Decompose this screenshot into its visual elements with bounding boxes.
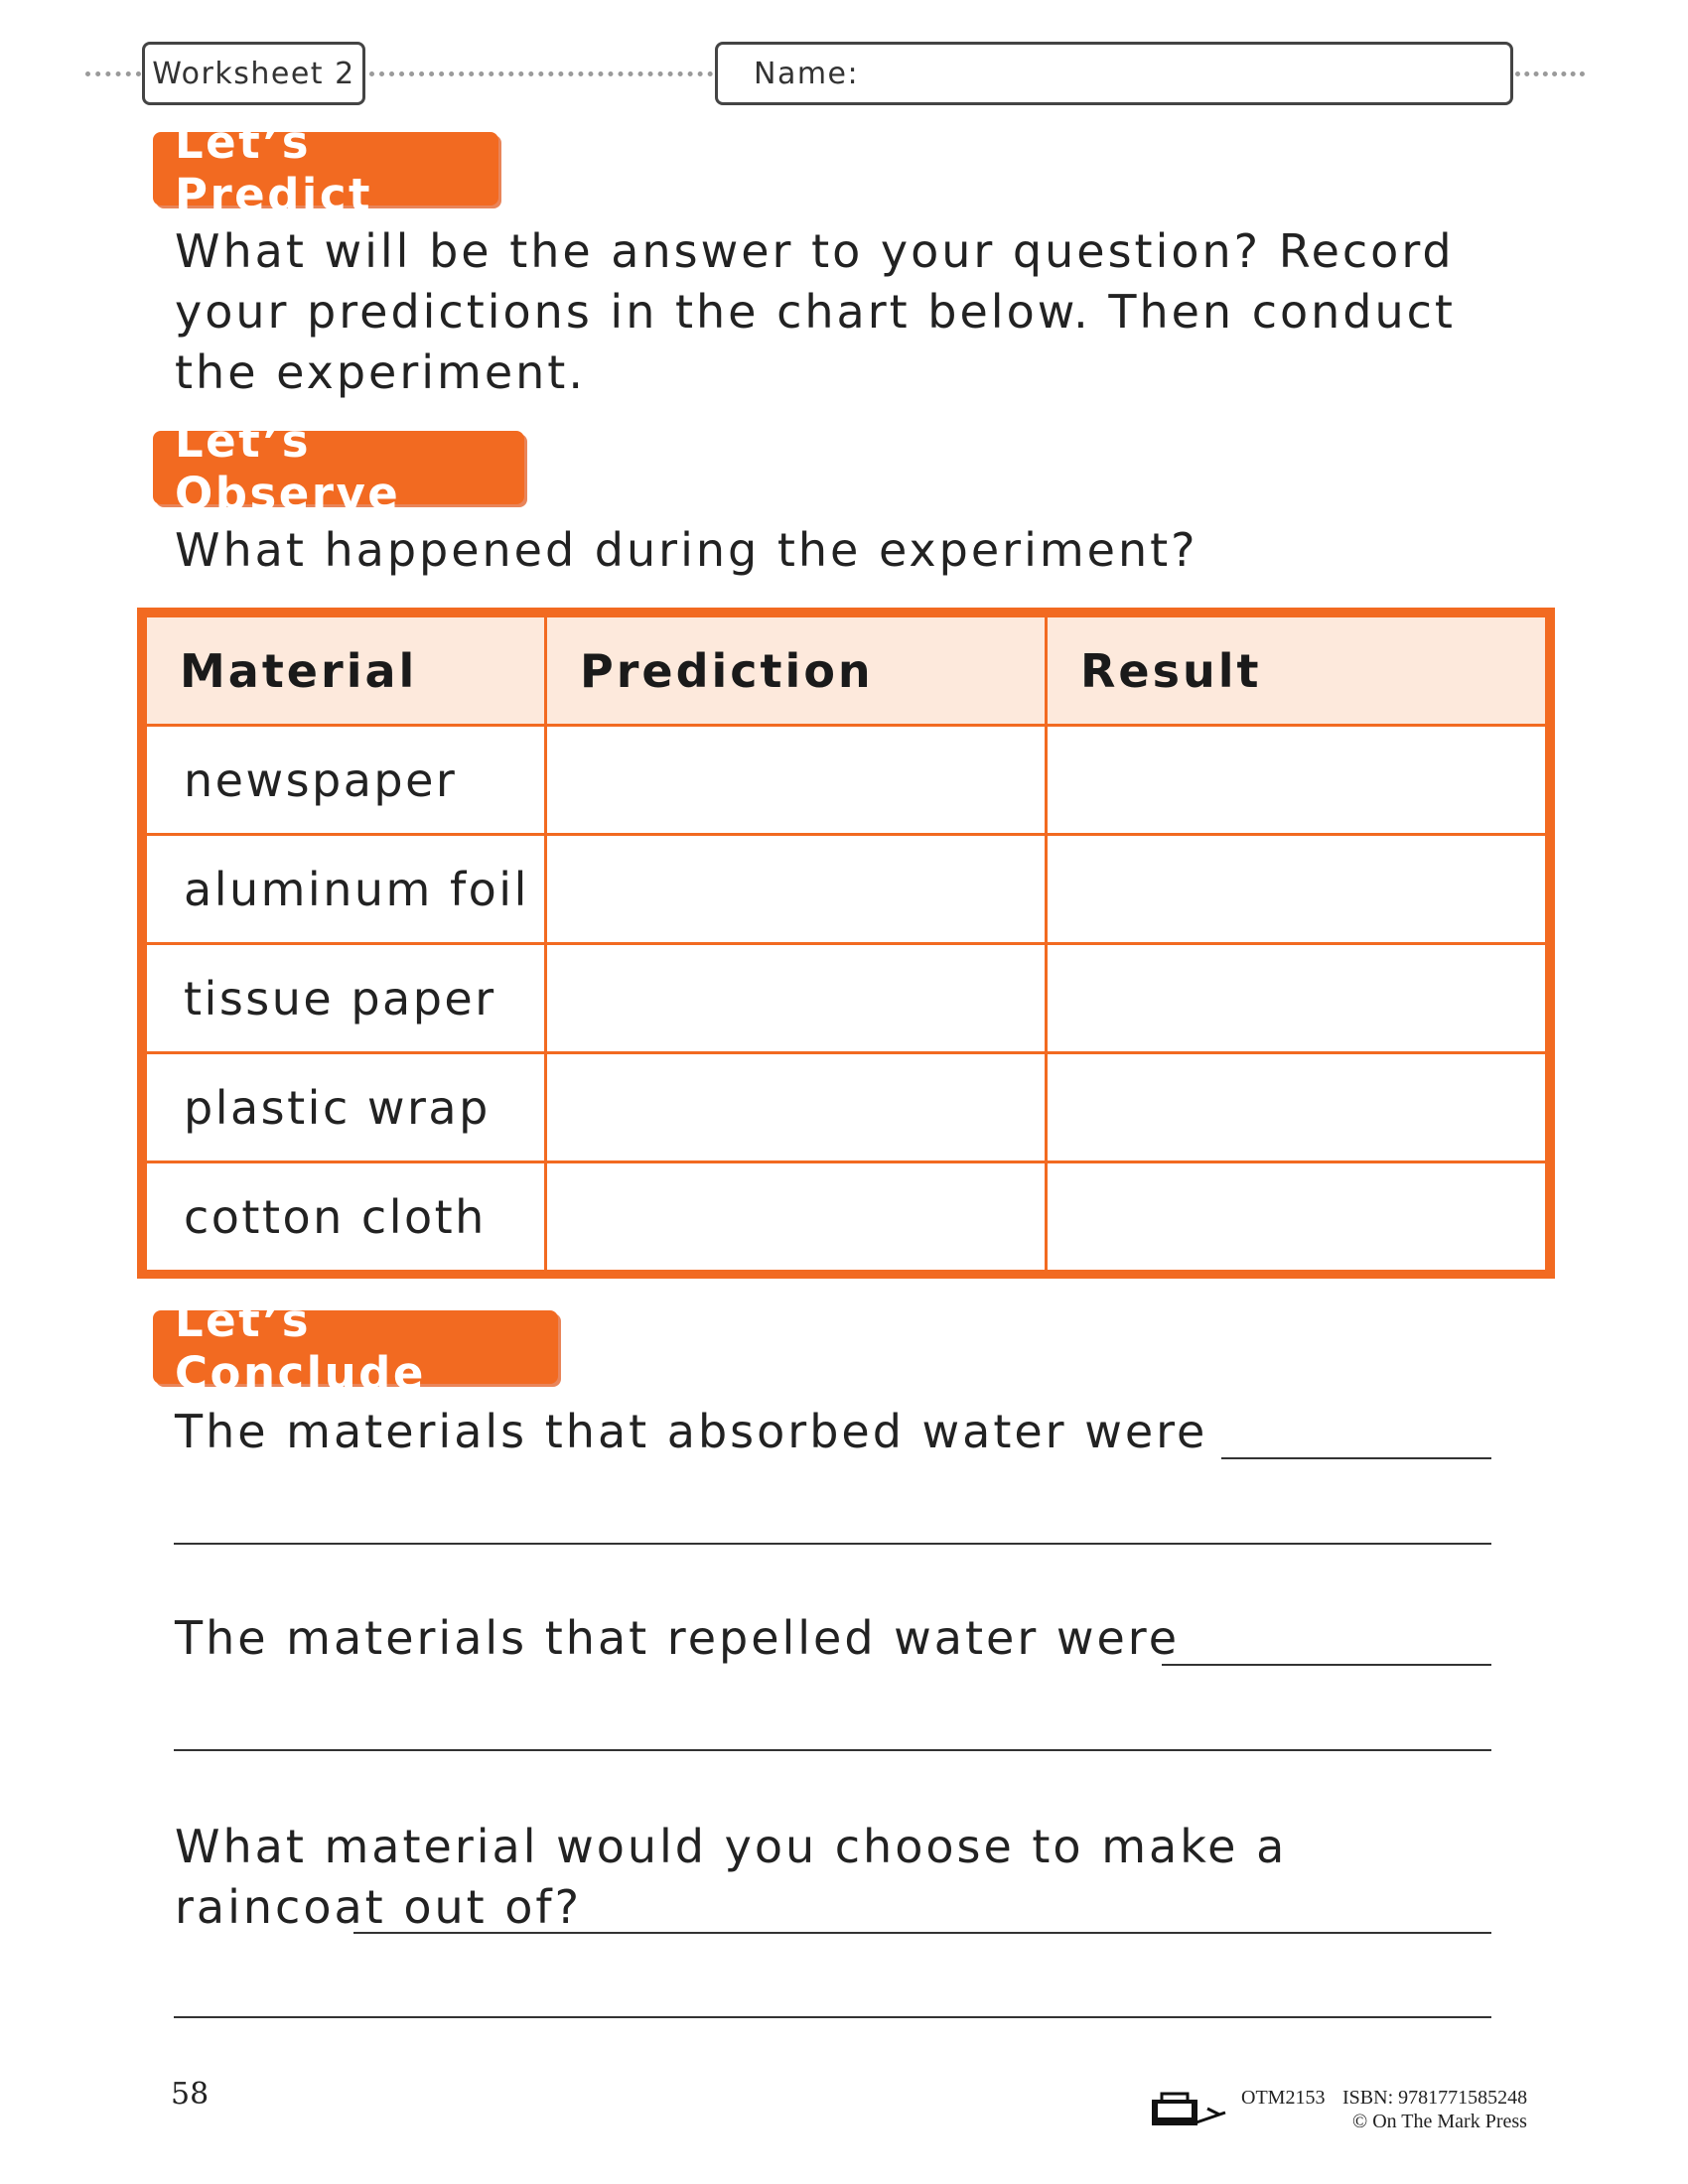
- result-cell[interactable]: [1047, 726, 1547, 835]
- worksheet-label-box: [142, 42, 365, 105]
- name-label: Name:: [754, 56, 860, 91]
- header-dots-right: [1515, 71, 1585, 76]
- copyright: © On The Mark Press: [1352, 2111, 1527, 2132]
- result-cell[interactable]: [1047, 835, 1547, 944]
- isbn: ISBN: 9781771585248: [1342, 2087, 1528, 2109]
- name-field[interactable]: [715, 42, 1513, 105]
- material-cell: newspaper: [146, 726, 546, 835]
- conclude-question-absorbed: The materials that absorbed water were: [175, 1405, 1208, 1458]
- material-cell: tissue paper: [146, 944, 546, 1053]
- answer-line-raincoat-2[interactable]: [174, 2016, 1491, 2018]
- table-row: [146, 1053, 1547, 1162]
- table-header-row: [146, 616, 1547, 726]
- answer-line-raincoat-1[interactable]: [353, 1932, 1491, 1934]
- result-cell[interactable]: [1047, 1053, 1547, 1162]
- predict-text: What will be the answer to your question? Record your predictions in the chart below. Then conduct the experiment.: [175, 224, 1456, 399]
- prediction-cell[interactable]: [546, 726, 1047, 835]
- table-row: [146, 1162, 1547, 1272]
- material-cell: plastic wrap: [146, 1053, 546, 1162]
- answer-line-absorbed-2[interactable]: [174, 1543, 1491, 1545]
- header-dots-left: [85, 71, 141, 76]
- answer-line-repelled-2[interactable]: [174, 1749, 1491, 1751]
- result-cell[interactable]: [1047, 944, 1547, 1053]
- prediction-cell[interactable]: [546, 1162, 1047, 1272]
- header-dots-middle: [369, 71, 713, 76]
- prediction-cell[interactable]: [546, 835, 1047, 944]
- table-row: [146, 835, 1547, 944]
- publisher-logo-icon: [1150, 2091, 1231, 2130]
- table-row: [146, 726, 1547, 835]
- header-prediction: Prediction: [546, 616, 1047, 726]
- answer-line-absorbed-1[interactable]: [1221, 1457, 1491, 1459]
- observation-table: [144, 614, 1548, 1273]
- result-cell[interactable]: [1047, 1162, 1547, 1272]
- conclude-heading: Let’s Conclude: [153, 1310, 558, 1384]
- product-code: OTM2153: [1241, 2087, 1326, 2109]
- page-number: 58: [171, 2077, 210, 2112]
- answer-line-repelled-1[interactable]: [1162, 1664, 1491, 1666]
- header-result: Result: [1047, 616, 1547, 726]
- conclude-question-raincoat: What material would you choose to make a raincoat out of?: [175, 1820, 1288, 1934]
- conclude-question-repelled: The materials that repelled water were: [175, 1611, 1180, 1665]
- material-cell: cotton cloth: [146, 1162, 546, 1272]
- table-row: [146, 944, 1547, 1053]
- material-cell: aluminum foil: [146, 835, 546, 944]
- observe-heading: Let’s Observe: [153, 431, 524, 504]
- worksheet-label: Worksheet 2: [152, 56, 355, 91]
- observe-text: What happened during the experiment?: [175, 523, 1198, 577]
- prediction-cell[interactable]: [546, 944, 1047, 1053]
- observation-chart: [137, 608, 1555, 1279]
- prediction-cell[interactable]: [546, 1053, 1047, 1162]
- predict-heading: Let’s Predict: [153, 132, 498, 205]
- header-material: Material: [146, 616, 546, 726]
